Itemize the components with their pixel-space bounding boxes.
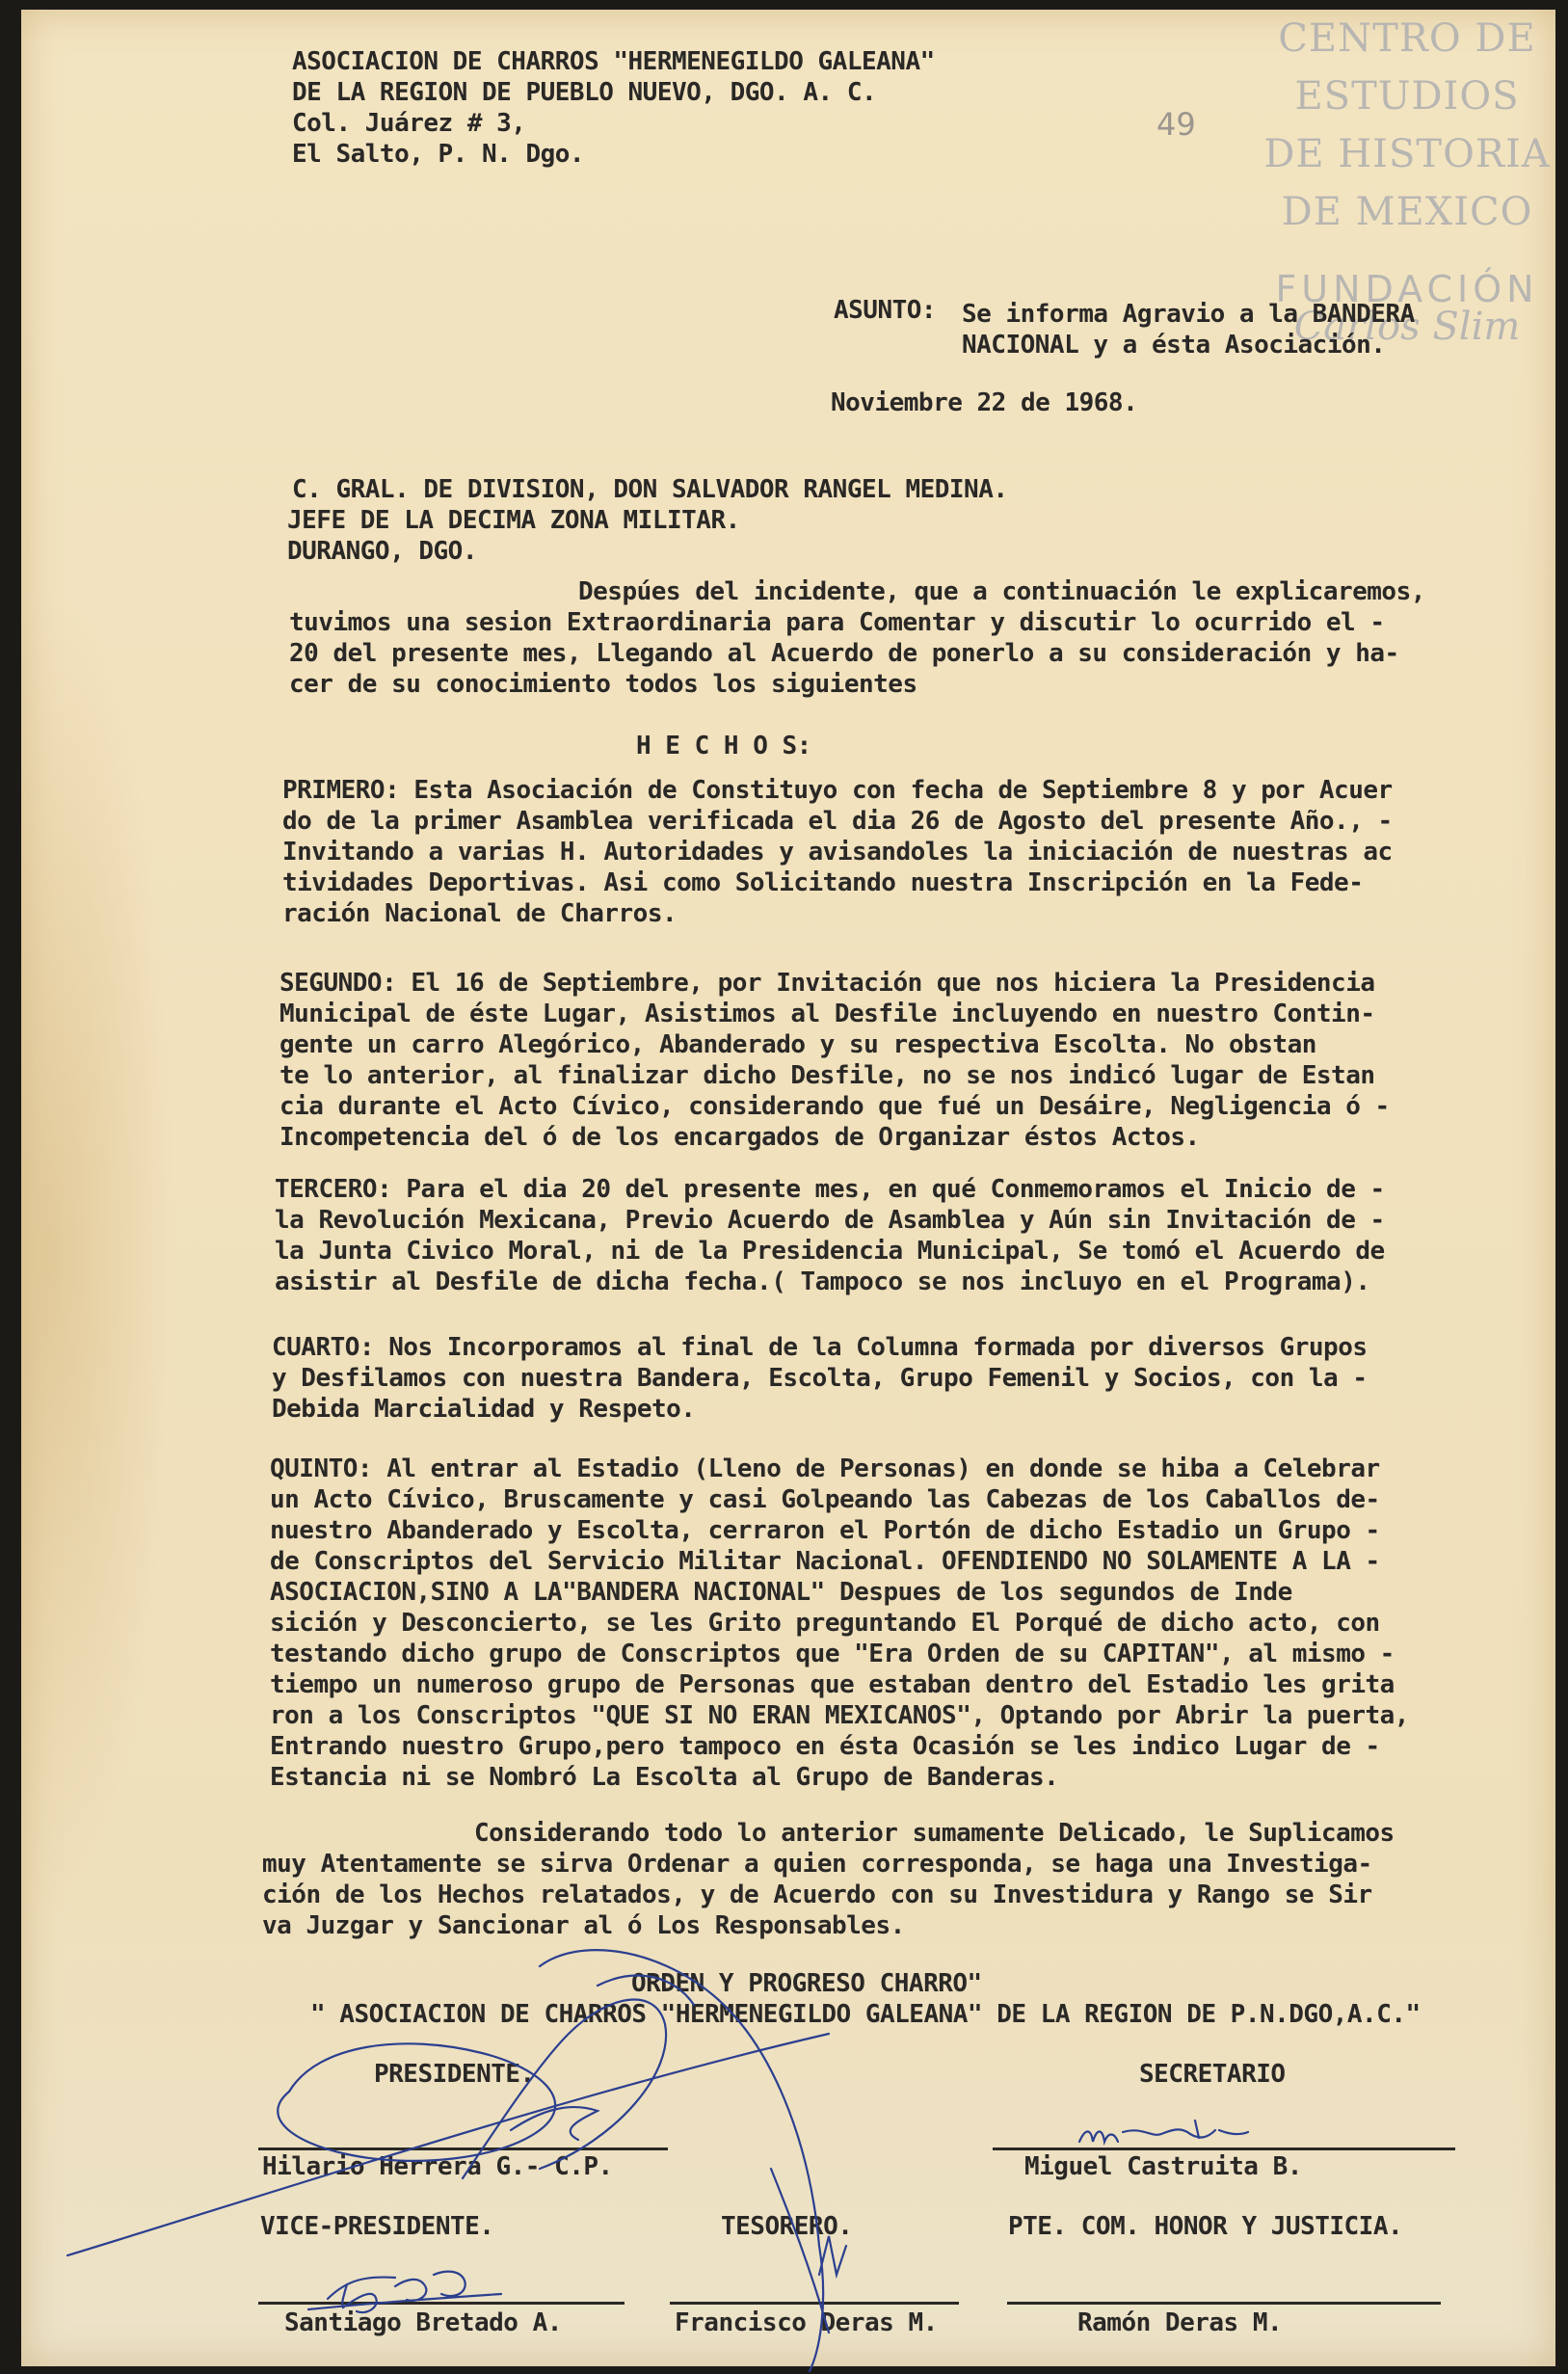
- fact-segundo: SEGUNDO: El 16 de Septiembre, por Invitación que nos hiciera la Presidencia Municipal de éste Lugar, Asistimos al Desfile incluyendo en nuestro Contin- gente un carro Alegórico, Abanderado y su respectiva Escolta. No obstan te lo anterior, al finalizar dicho Desfile, no se nos indicó lugar de Estan cia durante el Acto Cívico, considerando que fué un Desáire, Negligencia ó - Incompetencia del ó de los encargados de Organizar éstos Actos.: [279, 969, 1390, 1152]
- secretario-name: Miguel Castruita B.: [1024, 2152, 1302, 2181]
- honor-justicia-title: PTE. COM. HONOR Y JUSTICIA.: [1008, 2212, 1403, 2241]
- watermark-line-3: DE HISTORIA: [1263, 132, 1551, 176]
- honor-justicia-name: Ramón Deras M.: [1077, 2308, 1283, 2337]
- vice-presidente-name: Santiago Bretado A.: [284, 2308, 562, 2337]
- closing-paragraph: Considerando todo lo anterior sumamente Delicado, le Suplicamos muy Atentamente se sirva Ordenar a quien corresponda, se haga una Investiga- ción de los Hechos relatados, y de Acuerdo con su Investidura y Rango se Sir va Juzgar y Sancionar al ó Los Responsables.: [262, 1819, 1395, 1940]
- subject-label: ASUNTO:: [834, 296, 937, 325]
- secretario-title: SECRETARIO: [1139, 2060, 1286, 2089]
- fact-tercero: TERCERO: Para el dia 20 del presente mes, en qué Conmemoramos el Inicio de - la Revolución Mexicana, Previo Acuerdo de Asamblea y Aún sin Invitación de - la Junta Civico Moral, ni de la Presidencia Municipal, Se tomó el Acuerdo de asistir al Desfile de dicha fecha.( Tampoco se nos incluyo en el Programa).: [275, 1175, 1385, 1296]
- vice-signature-line: [258, 2302, 625, 2305]
- letter-date: Noviembre 22 de 1968.: [831, 388, 1138, 417]
- secretario-signature-line: [993, 2147, 1455, 2150]
- tesorero-signature-line: [670, 2302, 959, 2305]
- presidente-name: Hilario Herrera G.- C.P.: [262, 2152, 613, 2181]
- watermark-line-1: CENTRO DE: [1278, 16, 1536, 61]
- facts-heading: H E C H O S:: [636, 732, 811, 760]
- watermark-line-4: DE MEXICO: [1281, 190, 1533, 234]
- addressee-line-2: JEFE DE LA DECIMA ZONA MILITAR.: [287, 506, 740, 535]
- watermark-foundation: FUNDACIÓN: [1275, 268, 1539, 310]
- watermark-signature: Carlos Slim: [1293, 305, 1521, 349]
- tesorero-title: TESORERO.: [721, 2212, 853, 2241]
- letterhead-line-4: El Salto, P. N. Dgo.: [292, 140, 585, 169]
- letterhead-line-1: ASOCIACION DE CHARROS "HERMENEGILDO GALEANA": [292, 47, 935, 76]
- honor-signature-line: [1007, 2302, 1441, 2305]
- fact-primero: PRIMERO: Esta Asociación de Constituyo con fecha de Septiembre 8 y por Acuer do de la primer Asamblea verificada el dia 26 de Agosto del presente Año., - Invitando a varias H. Autoridades y avisandoles la iniciación de nuestras ac tividades Deportivas. Asi como Solicitando nuestra Inscripción en la Fede- ración Nacional de Charros.: [282, 776, 1393, 928]
- watermark-line-2: ESTUDIOS: [1294, 74, 1520, 119]
- fact-cuarto: CUARTO: Nos Incorporamos al final de la Columna formada por diversos Grupos y Desfilamos con nuestra Bandera, Escolta, Grupo Femenil y Socios, con la - Debida Marcialidad y Respeto.: [272, 1333, 1368, 1424]
- presidente-signature-line: [258, 2147, 668, 2150]
- tesorero-name: Francisco Deras M.: [675, 2308, 938, 2337]
- subject-line-1: Se informa Agravio a la BANDERA: [962, 300, 1415, 329]
- addressee-line-1: C. GRAL. DE DIVISION, DON SALVADOR RANGEL MEDINA.: [292, 475, 1008, 504]
- page-number: 49: [1156, 106, 1196, 143]
- fact-quinto: QUINTO: Al entrar al Estadio (Lleno de Personas) en donde se hiba a Celebrar un Acto Cívico, Bruscamente y casi Golpeando las Cabezas de los Caballos de- nuestro Abanderado y Escolta, cerraron el Portón de dicho Estadio un Grupo - de Conscriptos del Servicio Militar Nacional. OFENDIENDO NO SOLAMENTE A LA - ASOCIACION,SINO A LA"BANDERA NACIONAL" Despues de los segundos de Inde sición y Desconcierto, se les Grito preguntando El Porqué de dicho acto, con testando dicho grupo de Conscriptos que "Era Orden de su CAPITAN", al mismo - tiempo un numeroso grupo de Personas que estaban dentro del Estadio les grita ron a los Conscriptos "QUE SI NO ERAN MEXICANOS", Optando por Abrir la puerta, Entrando nuestro Grupo,pero tampoco en ésta Ocasión se les indico Lugar de - Estancia ni se Nombró La Escolta al Grupo de Banderas.: [270, 1454, 1409, 1792]
- subject-line-2: NACIONAL y a ésta Asociación.: [962, 331, 1386, 360]
- motto-line-1: ORDEN Y PROGRESO CHARRO": [631, 1969, 982, 1998]
- presidente-title: PRESIDENTE.: [374, 2060, 535, 2089]
- addressee-line-3: DURANGO, DGO.: [287, 537, 477, 566]
- vice-presidente-title: VICE-PRESIDENTE.: [260, 2212, 494, 2241]
- intro-paragraph: Despúes del incidente, que a continuación le explicaremos, tuvimos una sesion Extraordinaria para Comentar y discutir lo ocurrido el - 20 del presente mes, Llegando al Acuerdo de ponerlo a su consideración y ha- cer de su conocimiento todos los siguientes: [289, 577, 1425, 699]
- motto-line-2: " ASOCIACION DE CHARROS "HERMENEGILDO GALEANA" DE LA REGION DE P.N.DGO,A.C.": [310, 2000, 1421, 2029]
- letterhead-line-3: Col. Juárez # 3,: [292, 109, 526, 138]
- letterhead-line-2: DE LA REGION DE PUEBLO NUEVO, DGO. A. C.: [292, 78, 877, 107]
